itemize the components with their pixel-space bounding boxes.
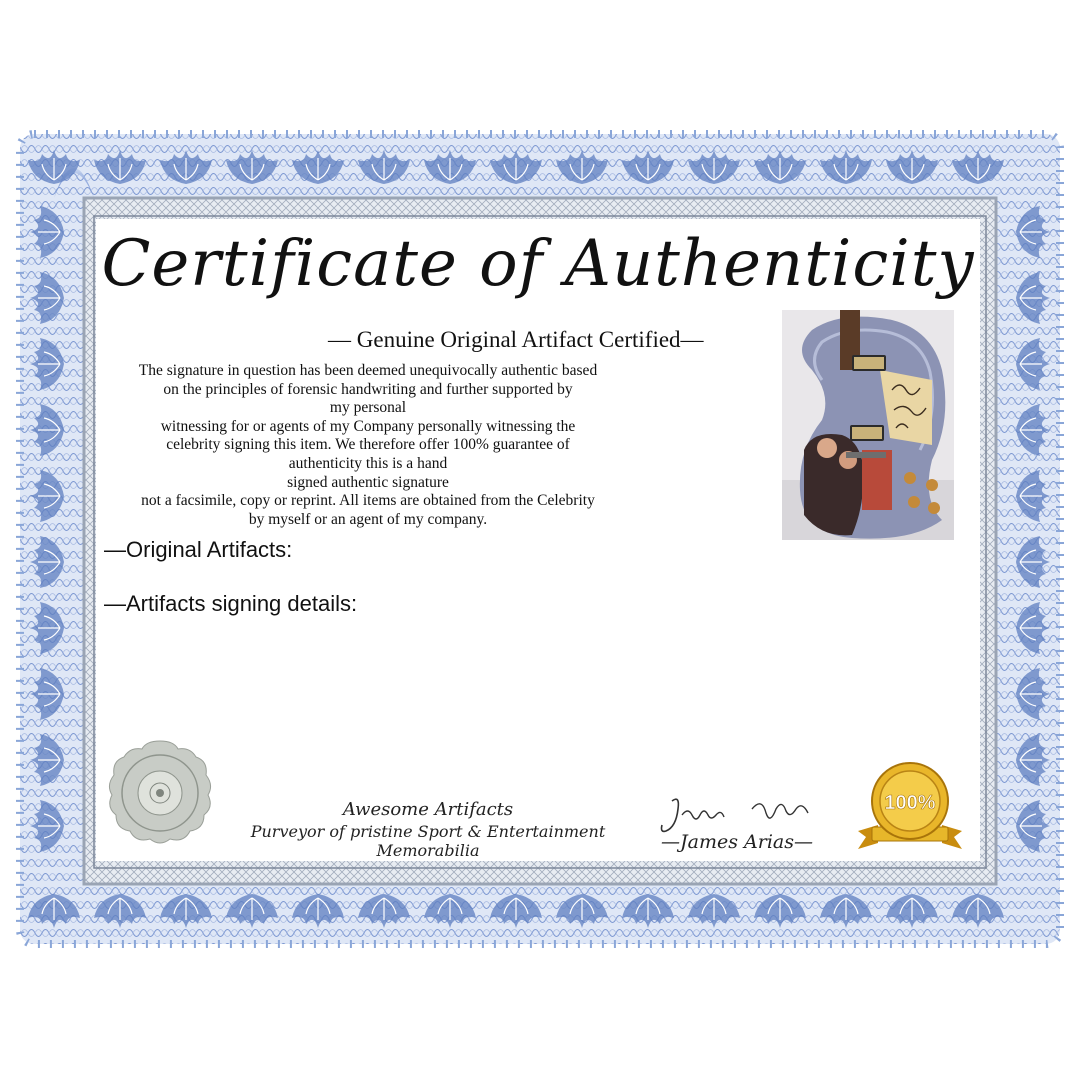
statement-line: not a facsimile, copy or reprint. All items are obtained from the Celebrity bbox=[141, 492, 595, 510]
border-fan bbox=[30, 338, 64, 390]
border-fan bbox=[30, 668, 64, 720]
border-fan bbox=[754, 894, 806, 928]
signatory-name: —James Arias— bbox=[661, 831, 813, 853]
statement-line: witnessing for or agents of my Company personally witnessing the bbox=[160, 417, 576, 435]
border-fan bbox=[424, 894, 476, 928]
border-fan bbox=[1016, 668, 1050, 720]
border-fan bbox=[292, 894, 344, 928]
border-fan bbox=[94, 894, 146, 928]
border-fan bbox=[820, 150, 872, 184]
border-fan bbox=[688, 150, 740, 184]
border-fan bbox=[30, 206, 64, 258]
border-fan bbox=[1016, 734, 1050, 786]
certificate-content bbox=[96, 219, 980, 861]
border-fan bbox=[1016, 272, 1050, 324]
border-fan bbox=[424, 150, 476, 184]
border-fan bbox=[490, 150, 542, 184]
border-fan bbox=[1016, 338, 1050, 390]
border-fan bbox=[1016, 602, 1050, 654]
authenticity-seal bbox=[104, 737, 216, 849]
border-fan bbox=[952, 150, 1004, 184]
statement-line: celebrity signing this item. We therefore offer 100% guarantee of bbox=[166, 436, 570, 454]
border-fan bbox=[1016, 404, 1050, 456]
statement-line: by myself or an agent of my company. bbox=[248, 510, 488, 528]
border-fan bbox=[886, 894, 938, 928]
gold-guarantee-badge bbox=[854, 759, 966, 859]
border-fan bbox=[358, 894, 410, 928]
border-fan bbox=[28, 894, 80, 928]
border-fan bbox=[622, 150, 674, 184]
border-fan bbox=[1016, 536, 1050, 588]
certificate-subtitle: — Genuine Original Artifact Certified— bbox=[328, 327, 704, 352]
border-fan bbox=[30, 800, 64, 852]
border-fan bbox=[688, 894, 740, 928]
border-fan bbox=[952, 894, 1004, 928]
statement-line: authenticity this is a hand bbox=[288, 454, 448, 472]
border-fan bbox=[30, 470, 64, 522]
badge-percent: 100% bbox=[884, 792, 936, 814]
border-fan bbox=[226, 150, 278, 184]
company-block bbox=[218, 799, 638, 860]
border-fan bbox=[30, 734, 64, 786]
company-name: Awesome Artifacts bbox=[342, 799, 514, 820]
border-fan bbox=[94, 150, 146, 184]
company-tagline: Purveyor of pristine Sport & Entertainment Memorabilia bbox=[250, 822, 606, 860]
border-fan bbox=[622, 894, 674, 928]
border-fan bbox=[30, 404, 64, 456]
border-fan bbox=[30, 602, 64, 654]
border-fan bbox=[358, 150, 410, 184]
statement-line: signed authentic signature bbox=[287, 473, 449, 491]
border-fan bbox=[292, 150, 344, 184]
border-fan bbox=[160, 150, 212, 184]
signing-details-field: —Artifacts signing details: bbox=[104, 591, 358, 616]
border-fan bbox=[28, 150, 80, 184]
border-fan bbox=[160, 894, 212, 928]
border-fan bbox=[886, 150, 938, 184]
border-fan bbox=[1016, 800, 1050, 852]
border-fan bbox=[754, 150, 806, 184]
border-fan bbox=[556, 894, 608, 928]
border-fan bbox=[820, 894, 872, 928]
border-fan bbox=[556, 150, 608, 184]
border-fan bbox=[1016, 470, 1050, 522]
border-fan bbox=[30, 536, 64, 588]
border-fan bbox=[30, 272, 64, 324]
border-fan bbox=[490, 894, 542, 928]
signed-guitar-photo bbox=[782, 310, 954, 540]
certificate-title: Certificate of Authenticity bbox=[101, 227, 975, 301]
statement-line: on the principles of forensic handwriting and further supported by bbox=[163, 380, 573, 398]
original-artifacts-field: —Original Artifacts: bbox=[104, 537, 293, 562]
authenticity-statement bbox=[108, 362, 628, 529]
border-fan bbox=[1016, 206, 1050, 258]
border-fan bbox=[226, 894, 278, 928]
statement-line: The signature in question has been deemed unequivocally authentic based bbox=[138, 362, 598, 379]
statement-line: my personal bbox=[329, 399, 407, 417]
